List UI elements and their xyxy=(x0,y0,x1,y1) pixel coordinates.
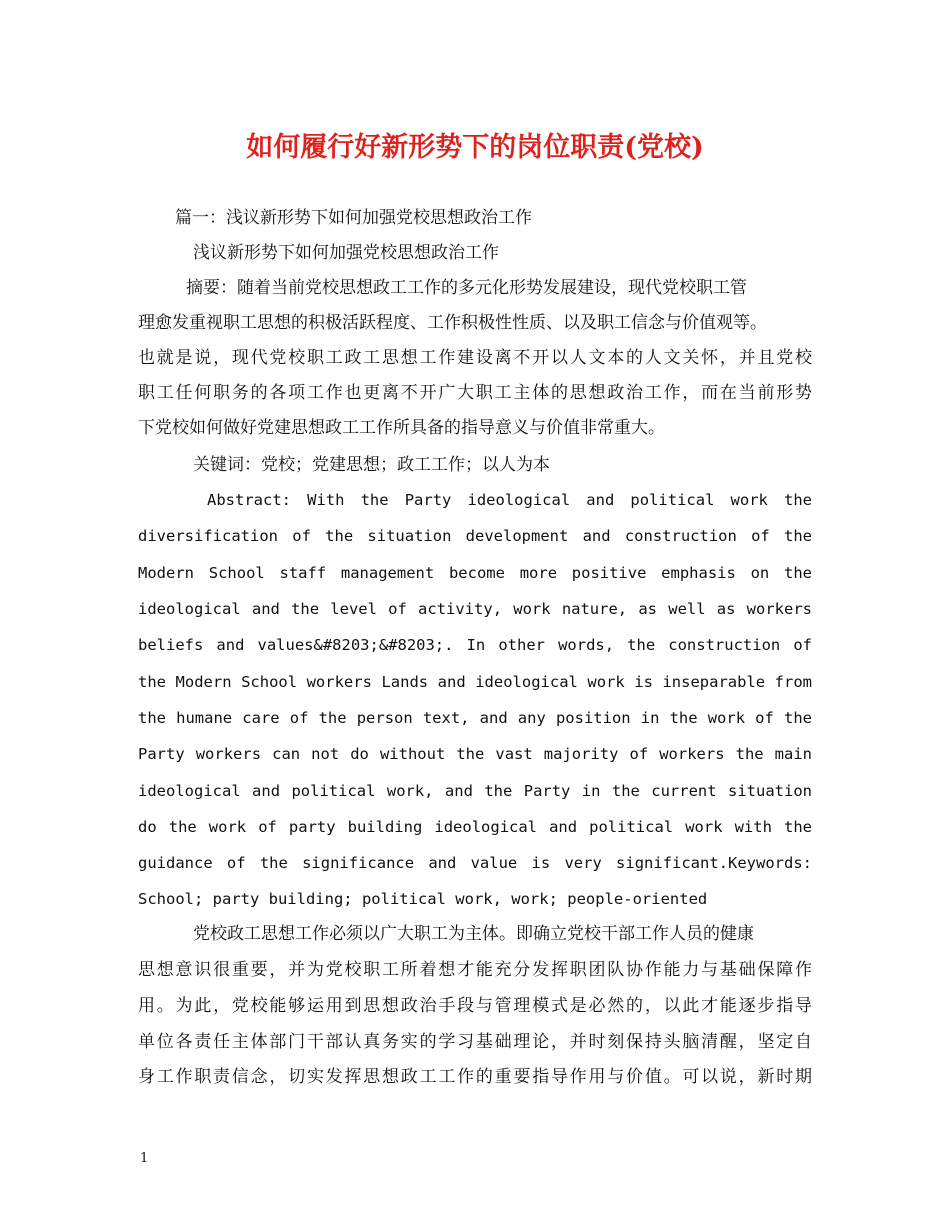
article-subtitle: 浅议新形势下如何加强党校思想政治工作 xyxy=(193,243,499,263)
abstract-en-line: beliefs and values&#8203;&#8203;. In other words, the construction of xyxy=(138,636,812,654)
abstract-en-line: School; party building; political work, work; people-oriented xyxy=(138,890,708,908)
section-heading: 篇一：浅议新形势下如何加强党校思想政治工作 xyxy=(175,208,532,228)
abstract-en-line: do the work of party building ideological and political work with the xyxy=(138,818,812,836)
abstract-cn-line: 职工任何职务的各项工作也更离不开广大职工主体的思想政治工作，而在当前形势 xyxy=(138,383,812,403)
abstract-cn-line: 理愈发重视职工思想的积极活跃程度、工作积极性性质、以及职工信念与价值观等。 xyxy=(138,313,767,333)
body-paragraph-line: 用。为此，党校能够运用到思想政治手段与管理模式是必然的，以此才能逐步指导 xyxy=(138,996,812,1016)
document-title: 如何履行好新形势下的岗位职责(党校) xyxy=(246,132,704,163)
abstract-en-line: the humane care of the person text, and any position in the work of the xyxy=(138,709,812,727)
page-number: 1 xyxy=(140,1151,149,1166)
abstract-en-line: ideological and the level of activity, work nature, as well as workers xyxy=(138,600,812,618)
keywords-cn: 关键词：党校；党建思想；政工工作；以人为本 xyxy=(193,455,550,475)
body-paragraph-line: 思想意识很重要，并为党校职工所着想才能充分发挥职团队协作能力与基础保障作 xyxy=(138,960,812,980)
abstract-en-line: diversification of the situation development and construction of the xyxy=(138,527,812,545)
body-paragraph-line: 单位各责任主体部门干部认真务实的学习基础理论，并时刻保持头脑清醒，坚定自 xyxy=(138,1032,812,1052)
abstract-en-line: Abstract: With the Party ideological and political work the xyxy=(207,491,812,509)
body-paragraph-line: 身工作职责信念，切实发挥思想政工工作的重要指导作用与价值。可以说，新时期 xyxy=(138,1067,812,1087)
abstract-en-line: ideological and political work, and the Party in the current situation xyxy=(138,782,812,800)
abstract-en-line: the Modern School workers Lands and ideological work is inseparable from xyxy=(138,673,812,691)
abstract-cn-line: 也就是说，现代党校职工政工思想工作建设离不开以人文本的人文关怀，并且党校 xyxy=(138,348,812,368)
body-paragraph-line: 党校政工思想工作必须以广大职工为主体。即确立党校干部工作人员的健康 xyxy=(193,924,754,944)
abstract-cn-line: 下党校如何做好党建思想政工工作所具备的指导意义与价值非常重大。 xyxy=(138,418,665,438)
abstract-cn-line: 摘要：随着当前党校思想政工工作的多元化形势发展建设，现代党校职工管 xyxy=(186,278,747,298)
abstract-en-line: Modern School staff management become more positive emphasis on the xyxy=(138,564,812,582)
abstract-en-line: guidance of the significance and value is very significant.Keywords: xyxy=(138,854,812,872)
abstract-en-line: Party workers can not do without the vast majority of workers the main xyxy=(138,745,812,763)
